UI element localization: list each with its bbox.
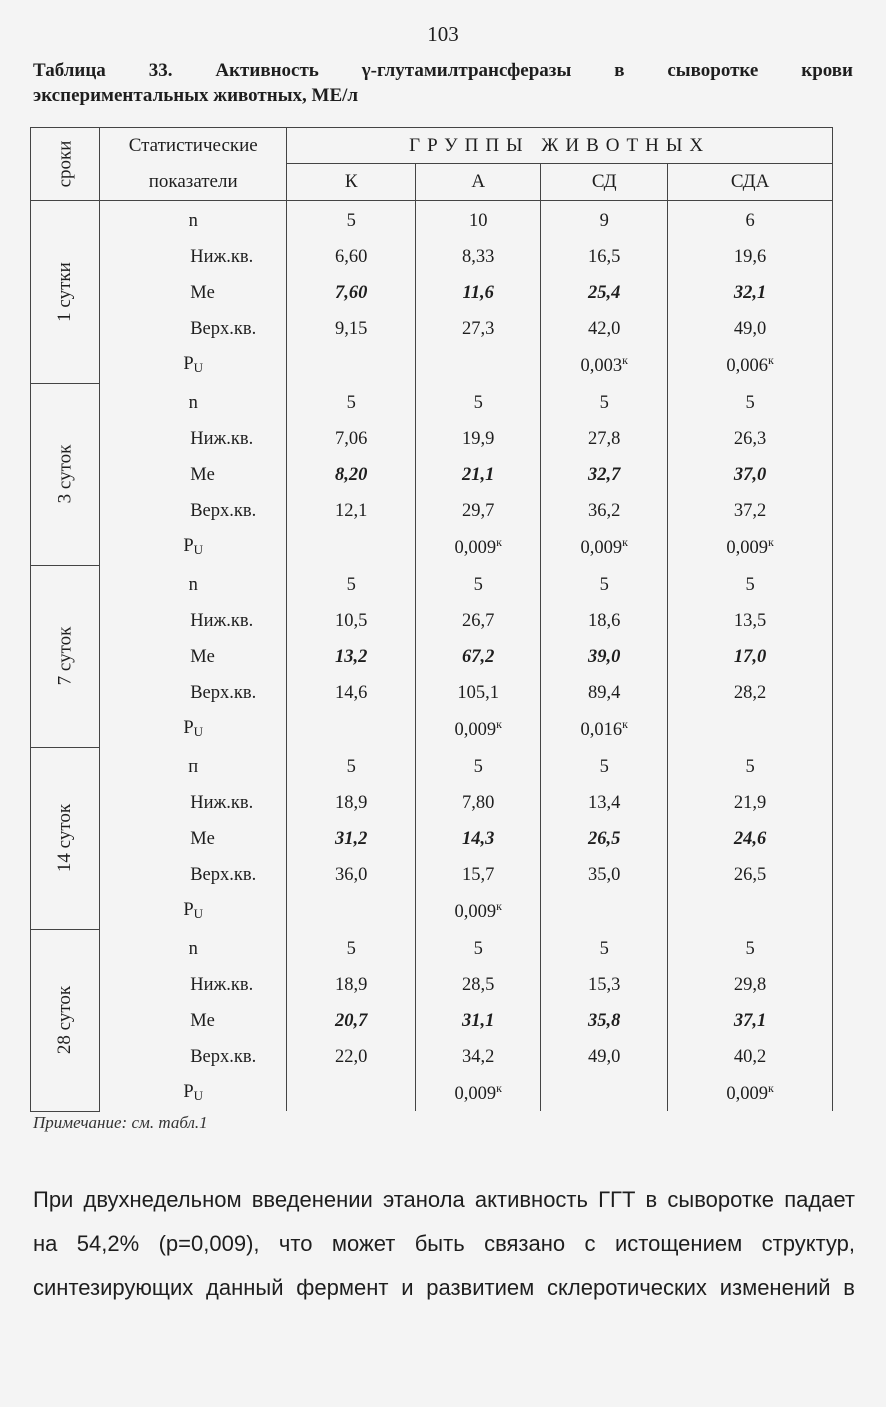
header-stat bbox=[100, 128, 287, 201]
cell-value: 105,1 bbox=[457, 682, 500, 703]
cell-value: 27,8 bbox=[588, 428, 621, 449]
stat-label: п bbox=[100, 747, 287, 785]
value-cell bbox=[668, 747, 833, 785]
cell-value: 6 bbox=[745, 210, 755, 231]
cell-value: 12,1 bbox=[335, 500, 368, 521]
cell-value: 22,0 bbox=[335, 1046, 368, 1067]
value-cell bbox=[416, 967, 541, 1003]
value-cell bbox=[668, 493, 833, 529]
value-cell bbox=[416, 239, 541, 275]
value-cell bbox=[668, 821, 833, 857]
value-cell bbox=[668, 639, 833, 675]
cell-value: 5 bbox=[346, 210, 356, 231]
cell-value: 24,6 bbox=[733, 828, 767, 849]
stat-label: Верх.кв. bbox=[100, 675, 287, 711]
cell-value: 37,0 bbox=[733, 464, 767, 485]
table-row bbox=[31, 821, 833, 857]
value-cell bbox=[668, 675, 833, 711]
cell-value: 31,2 bbox=[335, 828, 368, 849]
value-cell bbox=[416, 421, 541, 457]
stat-label bbox=[100, 529, 287, 565]
cell-value: 18,9 bbox=[335, 974, 368, 995]
significance-marker: к bbox=[622, 716, 628, 731]
value-cell bbox=[416, 747, 541, 785]
stat-label: n bbox=[100, 383, 287, 421]
table-row bbox=[31, 967, 833, 1003]
significance-marker: к bbox=[496, 898, 502, 913]
value-cell bbox=[287, 275, 416, 311]
cell-value: 37,1 bbox=[733, 1010, 767, 1031]
stat-label bbox=[100, 1075, 287, 1111]
cell-value: 0,009 bbox=[580, 538, 623, 559]
cell-value: 5 bbox=[745, 756, 755, 777]
cell-value: 26,5 bbox=[733, 864, 767, 885]
header-group-a: А bbox=[416, 164, 541, 201]
table-note: Примечание: см. табл.1 bbox=[33, 1113, 208, 1132]
cell-value: 39,0 bbox=[588, 646, 621, 667]
value-cell bbox=[541, 565, 668, 603]
stat-label: Me bbox=[100, 457, 287, 493]
period-label: 1 сутки bbox=[54, 261, 76, 322]
cell-value: 13,4 bbox=[588, 792, 621, 813]
value-cell bbox=[416, 1003, 541, 1039]
pu-label: P bbox=[183, 354, 194, 374]
value-cell bbox=[668, 421, 833, 457]
cell-value: 0,009 bbox=[454, 902, 497, 923]
value-cell bbox=[668, 857, 833, 893]
cell-value: 5 bbox=[346, 756, 356, 777]
stat-label: Me bbox=[100, 639, 287, 675]
value-cell bbox=[416, 1039, 541, 1075]
cell-value: 35,0 bbox=[588, 864, 621, 885]
stat-label: n bbox=[100, 929, 287, 967]
cell-value: 0,009 bbox=[454, 1084, 497, 1105]
value-cell bbox=[416, 457, 541, 493]
cell-value: 37,2 bbox=[733, 500, 767, 521]
value-cell bbox=[668, 383, 833, 421]
table-caption bbox=[33, 58, 853, 108]
value-cell bbox=[668, 347, 833, 383]
value-cell bbox=[541, 639, 668, 675]
page-number: 103 bbox=[427, 22, 459, 46]
stat-label bbox=[100, 711, 287, 747]
value-cell bbox=[287, 493, 416, 529]
cell-value: 8,33 bbox=[462, 246, 495, 267]
value-cell bbox=[416, 347, 541, 383]
cell-value: 32,7 bbox=[588, 464, 621, 485]
table-row bbox=[31, 201, 833, 240]
stat-label: Ниж.кв. bbox=[100, 785, 287, 821]
table-row bbox=[31, 457, 833, 493]
paragraph-line-3: синтезирующих данный фермент и развитием склеротических изменений в bbox=[33, 1275, 855, 1300]
cell-value: 5 bbox=[745, 392, 755, 413]
value-cell bbox=[541, 239, 668, 275]
value-cell bbox=[287, 421, 416, 457]
table-body bbox=[31, 201, 833, 1112]
value-cell bbox=[668, 967, 833, 1003]
value-cell bbox=[541, 857, 668, 893]
cell-value: 14,3 bbox=[462, 828, 495, 849]
value-cell bbox=[287, 857, 416, 893]
value-cell bbox=[287, 1039, 416, 1075]
cell-value: 5 bbox=[599, 938, 609, 959]
table-row bbox=[31, 639, 833, 675]
cell-value: 0,009 bbox=[454, 720, 497, 741]
table-row bbox=[31, 421, 833, 457]
cell-value: 18,6 bbox=[588, 610, 621, 631]
table-row bbox=[31, 383, 833, 421]
value-cell bbox=[287, 929, 416, 967]
cell-value: 16,5 bbox=[588, 246, 621, 267]
value-cell bbox=[541, 347, 668, 383]
cell-value: 10,5 bbox=[335, 610, 368, 631]
value-cell bbox=[541, 201, 668, 240]
value-cell bbox=[287, 967, 416, 1003]
cell-value: 5 bbox=[346, 938, 356, 959]
value-cell bbox=[287, 1075, 416, 1111]
table-row bbox=[31, 239, 833, 275]
table-row bbox=[31, 529, 833, 565]
value-cell bbox=[668, 239, 833, 275]
cell-value: 19,6 bbox=[733, 246, 767, 267]
stat-label bbox=[100, 893, 287, 929]
value-cell bbox=[287, 1003, 416, 1039]
cell-value: 32,1 bbox=[733, 282, 767, 303]
cell-value: 27,3 bbox=[462, 318, 495, 339]
table-row bbox=[31, 311, 833, 347]
value-cell bbox=[287, 347, 416, 383]
cell-value: 26,7 bbox=[462, 610, 495, 631]
value-cell bbox=[287, 311, 416, 347]
value-cell bbox=[541, 383, 668, 421]
pu-label: P bbox=[183, 536, 194, 556]
value-cell bbox=[287, 785, 416, 821]
table-row bbox=[31, 785, 833, 821]
value-cell bbox=[416, 1075, 541, 1111]
cell-value: 9 bbox=[599, 210, 609, 231]
table-row bbox=[31, 675, 833, 711]
cell-value: 14,6 bbox=[335, 682, 368, 703]
value-cell bbox=[668, 565, 833, 603]
value-cell bbox=[416, 785, 541, 821]
value-cell bbox=[416, 857, 541, 893]
significance-marker: к bbox=[768, 1080, 774, 1095]
table-row bbox=[31, 857, 833, 893]
value-cell bbox=[668, 1075, 833, 1111]
value-cell bbox=[416, 639, 541, 675]
cell-value: 67,2 bbox=[462, 646, 495, 667]
value-cell bbox=[668, 603, 833, 639]
stat-label: Верх.кв. bbox=[100, 1039, 287, 1075]
value-cell bbox=[287, 565, 416, 603]
cell-value: 17,0 bbox=[733, 646, 767, 667]
stat-label: Верх.кв. bbox=[100, 493, 287, 529]
value-cell bbox=[668, 311, 833, 347]
value-cell bbox=[416, 201, 541, 240]
stat-label: n bbox=[100, 565, 287, 603]
value-cell bbox=[416, 821, 541, 857]
value-cell bbox=[668, 1003, 833, 1039]
cell-value: 28,5 bbox=[462, 974, 495, 995]
header-group-sda: СДА bbox=[668, 164, 833, 201]
pu-subscript: U bbox=[193, 360, 204, 375]
value-cell bbox=[541, 1039, 668, 1075]
cell-value: 5 bbox=[599, 574, 609, 595]
cell-value: 26,5 bbox=[588, 828, 621, 849]
table-row bbox=[31, 565, 833, 603]
cell-value: 0,003 bbox=[580, 356, 623, 377]
table-row bbox=[31, 1039, 833, 1075]
value-cell bbox=[541, 711, 668, 747]
value-cell bbox=[541, 421, 668, 457]
cell-value: 5 bbox=[473, 938, 483, 959]
cell-value: 21,9 bbox=[733, 792, 767, 813]
value-cell bbox=[416, 275, 541, 311]
cell-value: 18,9 bbox=[335, 792, 368, 813]
table-row bbox=[31, 603, 833, 639]
significance-marker: к bbox=[496, 716, 502, 731]
cell-value: 7,06 bbox=[335, 428, 368, 449]
cell-value: 49,0 bbox=[588, 1046, 621, 1067]
header-group-sd: СД bbox=[541, 164, 668, 201]
period-label: 14 суток bbox=[54, 803, 76, 873]
cell-value: 13,5 bbox=[733, 610, 767, 631]
period-cell bbox=[31, 201, 100, 384]
value-cell bbox=[541, 493, 668, 529]
cell-value: 10 bbox=[468, 210, 488, 231]
value-cell bbox=[541, 457, 668, 493]
cell-value: 0,009 bbox=[454, 538, 497, 559]
period-label: 7 суток bbox=[54, 626, 76, 686]
value-cell bbox=[287, 239, 416, 275]
data-table bbox=[30, 127, 833, 1112]
value-cell bbox=[416, 603, 541, 639]
cell-value: 29,8 bbox=[733, 974, 767, 995]
stat-label: Ниж.кв. bbox=[100, 239, 287, 275]
value-cell bbox=[416, 929, 541, 967]
cell-value: 0,006 bbox=[726, 356, 768, 377]
value-cell bbox=[287, 201, 416, 240]
value-cell bbox=[668, 929, 833, 967]
period-cell bbox=[31, 565, 100, 747]
value-cell bbox=[287, 603, 416, 639]
cell-value: 5 bbox=[599, 756, 609, 777]
body-paragraph bbox=[33, 1178, 855, 1310]
pu-subscript: U bbox=[193, 542, 204, 557]
cell-value: 42,0 bbox=[588, 318, 621, 339]
value-cell bbox=[541, 1075, 668, 1111]
cell-value: 5 bbox=[473, 392, 483, 413]
cell-value: 5 bbox=[346, 392, 356, 413]
cell-value: 11,6 bbox=[462, 282, 494, 303]
header-group-k: К bbox=[287, 164, 416, 201]
cell-value: 13,2 bbox=[335, 646, 368, 667]
value-cell bbox=[541, 967, 668, 1003]
value-cell bbox=[287, 747, 416, 785]
cell-value: 5 bbox=[745, 574, 755, 595]
table-row bbox=[31, 1075, 833, 1111]
cell-value: 15,3 bbox=[588, 974, 621, 995]
cell-value: 6,60 bbox=[335, 246, 368, 267]
pu-subscript: U bbox=[193, 724, 204, 739]
stat-label: Верх.кв. bbox=[100, 311, 287, 347]
cell-value: 5 bbox=[473, 756, 483, 777]
stat-label: Me bbox=[100, 275, 287, 311]
cell-value: 31,1 bbox=[462, 1010, 495, 1031]
value-cell bbox=[416, 529, 541, 565]
value-cell bbox=[541, 529, 668, 565]
value-cell bbox=[287, 457, 416, 493]
table-row bbox=[31, 893, 833, 929]
table-row bbox=[31, 747, 833, 785]
value-cell bbox=[668, 201, 833, 240]
value-cell bbox=[416, 565, 541, 603]
cell-value: 35,8 bbox=[588, 1010, 621, 1031]
significance-marker: к bbox=[496, 534, 502, 549]
cell-value: 15,7 bbox=[462, 864, 495, 885]
cell-value: 8,20 bbox=[335, 464, 368, 485]
cell-value: 7,60 bbox=[335, 282, 368, 303]
value-cell bbox=[287, 675, 416, 711]
period-cell bbox=[31, 383, 100, 565]
cell-value: 25,4 bbox=[588, 282, 621, 303]
stat-label: n bbox=[100, 201, 287, 240]
cell-value: 36,2 bbox=[588, 500, 621, 521]
table-row bbox=[31, 1003, 833, 1039]
table-row bbox=[31, 493, 833, 529]
value-cell bbox=[416, 493, 541, 529]
value-cell bbox=[287, 821, 416, 857]
value-cell bbox=[541, 929, 668, 967]
cell-value: 36,0 bbox=[335, 864, 368, 885]
cell-value: 7,80 bbox=[462, 792, 495, 813]
table-row bbox=[31, 275, 833, 311]
value-cell bbox=[416, 711, 541, 747]
cell-value: 20,7 bbox=[335, 1010, 368, 1031]
value-cell bbox=[287, 893, 416, 929]
header-stat-line1: Статистические bbox=[128, 135, 258, 156]
value-cell bbox=[541, 311, 668, 347]
period-label: 28 суток bbox=[54, 985, 76, 1055]
value-cell bbox=[668, 457, 833, 493]
table-row bbox=[31, 929, 833, 967]
period-cell bbox=[31, 929, 100, 1111]
cell-value: 0,009 bbox=[726, 538, 768, 559]
header-stat-line2: показатели bbox=[148, 171, 238, 192]
cell-value: 89,4 bbox=[588, 682, 621, 703]
pu-subscript: U bbox=[193, 1088, 204, 1103]
period-cell bbox=[31, 747, 100, 929]
value-cell bbox=[541, 893, 668, 929]
value-cell bbox=[668, 275, 833, 311]
cell-value: 34,2 bbox=[462, 1046, 495, 1067]
pu-subscript: U bbox=[193, 906, 204, 921]
paragraph-line-1: При двухнедельном введенении этанола активность ГГТ в сыворотке падает bbox=[33, 1187, 855, 1212]
pu-label: P bbox=[183, 1082, 194, 1102]
value-cell bbox=[416, 893, 541, 929]
caption-line-2: экспериментальных животных, МЕ/л bbox=[33, 85, 359, 106]
value-cell bbox=[668, 711, 833, 747]
cell-value: 5 bbox=[346, 574, 356, 595]
significance-marker: к bbox=[622, 352, 628, 367]
cell-value: 28,2 bbox=[733, 682, 767, 703]
value-cell bbox=[287, 383, 416, 421]
stat-label: Ниж.кв. bbox=[100, 421, 287, 457]
pu-label: P bbox=[183, 900, 194, 920]
cell-value: 40,2 bbox=[733, 1046, 767, 1067]
stat-label: Верх.кв. bbox=[100, 857, 287, 893]
value-cell bbox=[668, 529, 833, 565]
stat-label: Me bbox=[100, 1003, 287, 1039]
header-sroki bbox=[31, 128, 100, 201]
cell-value: 19,9 bbox=[462, 428, 495, 449]
value-cell bbox=[541, 747, 668, 785]
cell-value: 49,0 bbox=[733, 318, 767, 339]
value-cell bbox=[668, 785, 833, 821]
value-cell bbox=[287, 529, 416, 565]
stat-label bbox=[100, 347, 287, 383]
value-cell bbox=[416, 383, 541, 421]
cell-value: 9,15 bbox=[335, 318, 368, 339]
significance-marker: к bbox=[768, 352, 774, 367]
cell-value: 5 bbox=[745, 938, 755, 959]
stat-label: Ниж.кв. bbox=[100, 967, 287, 1003]
significance-marker: к bbox=[622, 534, 628, 549]
cell-value: 0,016 bbox=[580, 720, 623, 741]
paragraph-line-2: на 54,2% (p=0,009), что может быть связано с истощением структур, bbox=[33, 1231, 855, 1256]
value-cell bbox=[541, 675, 668, 711]
cell-value: 21,1 bbox=[462, 464, 495, 485]
table-row bbox=[31, 347, 833, 383]
significance-marker: к bbox=[496, 1080, 502, 1095]
period-label: 3 суток bbox=[54, 444, 76, 504]
value-cell bbox=[541, 275, 668, 311]
cell-value: 5 bbox=[599, 392, 609, 413]
cell-value: 29,7 bbox=[462, 500, 495, 521]
value-cell bbox=[541, 785, 668, 821]
table-row bbox=[31, 711, 833, 747]
header-groups-title: ГРУППЫ ЖИВОТНЫХ bbox=[287, 128, 833, 164]
stat-label: Me bbox=[100, 821, 287, 857]
value-cell bbox=[287, 639, 416, 675]
value-cell bbox=[416, 675, 541, 711]
value-cell bbox=[541, 1003, 668, 1039]
cell-value: 0,009 bbox=[726, 1084, 768, 1105]
cell-value: 26,3 bbox=[733, 428, 767, 449]
value-cell bbox=[416, 311, 541, 347]
caption-line-1: Таблица 33. Активность γ-глутамилтрансферазы в сыворотке крови bbox=[33, 60, 853, 81]
pu-label: P bbox=[183, 718, 194, 738]
value-cell bbox=[287, 711, 416, 747]
stat-label: Ниж.кв. bbox=[100, 603, 287, 639]
value-cell bbox=[668, 1039, 833, 1075]
value-cell bbox=[541, 603, 668, 639]
value-cell bbox=[668, 893, 833, 929]
header-sroki-label: сроки bbox=[54, 140, 76, 188]
value-cell bbox=[541, 821, 668, 857]
cell-value: 5 bbox=[473, 574, 483, 595]
significance-marker: к bbox=[768, 534, 774, 549]
